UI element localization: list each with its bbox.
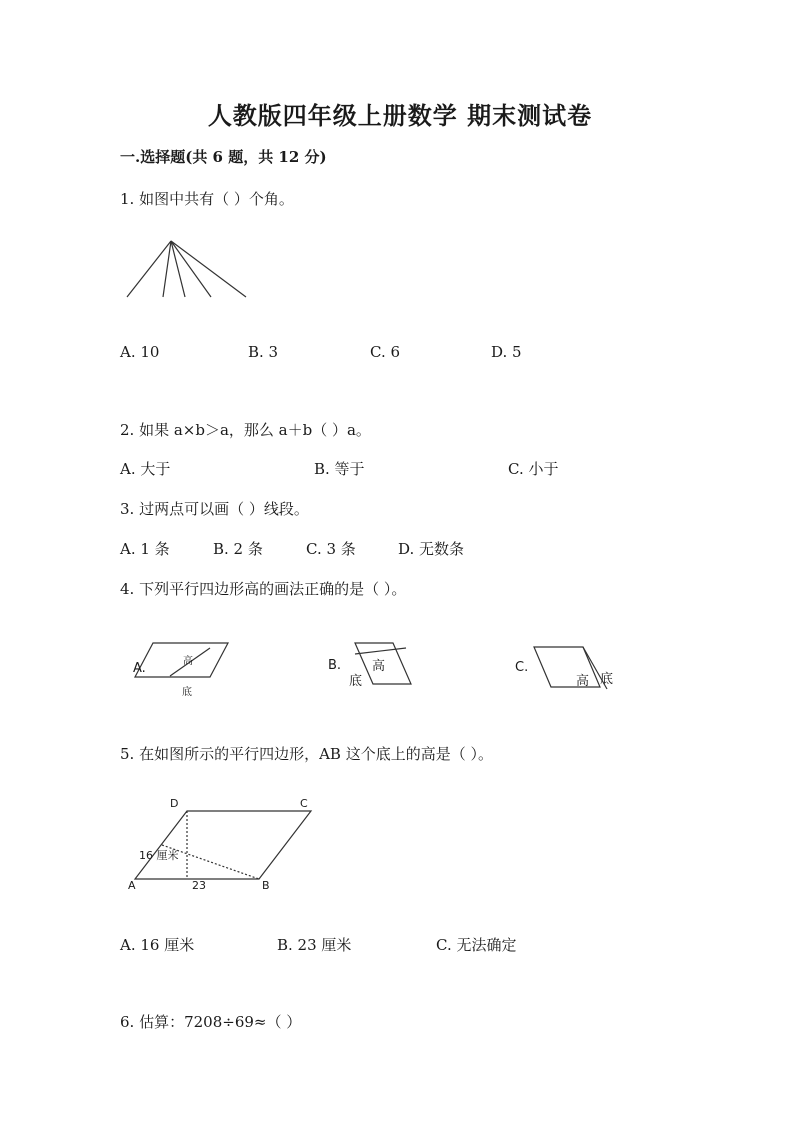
q4-fig-a-label[interactable]: A. bbox=[133, 661, 146, 676]
question-1: 1. 如图中共有（ ）个角。 bbox=[120, 190, 294, 208]
vertex-d: D bbox=[170, 797, 179, 810]
q4-fig-a-height: 高 bbox=[183, 656, 193, 667]
q1-option-c[interactable]: C. 6 bbox=[370, 343, 401, 361]
q2-option-a[interactable]: A. 大于 bbox=[120, 460, 171, 478]
q2-option-c[interactable]: C. 小于 bbox=[508, 460, 559, 478]
question-3: 3. 过两点可以画（ ）线段。 bbox=[120, 500, 309, 518]
side-length-label: 16 厘米 bbox=[139, 849, 179, 862]
q3-option-c[interactable]: C. 3 条 bbox=[306, 540, 356, 558]
question-4: 4. 下列平行四边形高的画法正确的是（ ）。 bbox=[120, 580, 407, 598]
q1-option-b[interactable]: B. 3 bbox=[248, 343, 279, 361]
q1-option-d[interactable]: D. 5 bbox=[491, 343, 522, 361]
q4-fig-c-height: 高 bbox=[576, 674, 590, 689]
q3-option-b[interactable]: B. 2 条 bbox=[213, 540, 263, 558]
q4-fig-c-label[interactable]: C. bbox=[515, 660, 529, 675]
question-6: 6. 估算：7208÷69≈（ ） bbox=[120, 1013, 302, 1031]
q4-fig-b-height: 高 bbox=[372, 659, 386, 674]
vertex-c: C bbox=[300, 797, 308, 810]
vertex-a: A bbox=[128, 879, 136, 892]
q4-fig-b-label[interactable]: B. bbox=[328, 658, 342, 673]
q4-fig-b-base: 底 bbox=[349, 674, 363, 689]
q1-option-a[interactable]: A. 10 bbox=[120, 343, 160, 361]
question-5: 5. 在如图所示的平行四边形，AB 这个底上的高是（ ）。 bbox=[120, 745, 493, 763]
q5-option-a[interactable]: A. 16 厘米 bbox=[120, 936, 195, 954]
q3-option-a[interactable]: A. 1 条 bbox=[120, 540, 170, 558]
question-2: 2. 如果 a×b＞a，那么 a＋b（ ）a。 bbox=[120, 421, 371, 439]
vertex-b: B bbox=[262, 879, 270, 892]
q2-option-b[interactable]: B. 等于 bbox=[314, 460, 365, 478]
q5-option-c[interactable]: C. 无法确定 bbox=[436, 936, 517, 954]
q5-option-b[interactable]: B. 23 厘米 bbox=[277, 936, 352, 954]
parallelogram-abcd bbox=[135, 811, 311, 879]
q4-fig-c-base: 底 bbox=[600, 672, 614, 687]
q4-fig-a-base: 底 bbox=[182, 687, 192, 698]
section-heading: 一.选择题(共 6 题，共 12 分) bbox=[120, 148, 327, 166]
q3-option-d[interactable]: D. 无数条 bbox=[398, 540, 465, 558]
base-segment-label: 23 bbox=[192, 879, 206, 892]
page-title: 人教版四年级上册数学 期末测试卷 bbox=[207, 101, 593, 130]
